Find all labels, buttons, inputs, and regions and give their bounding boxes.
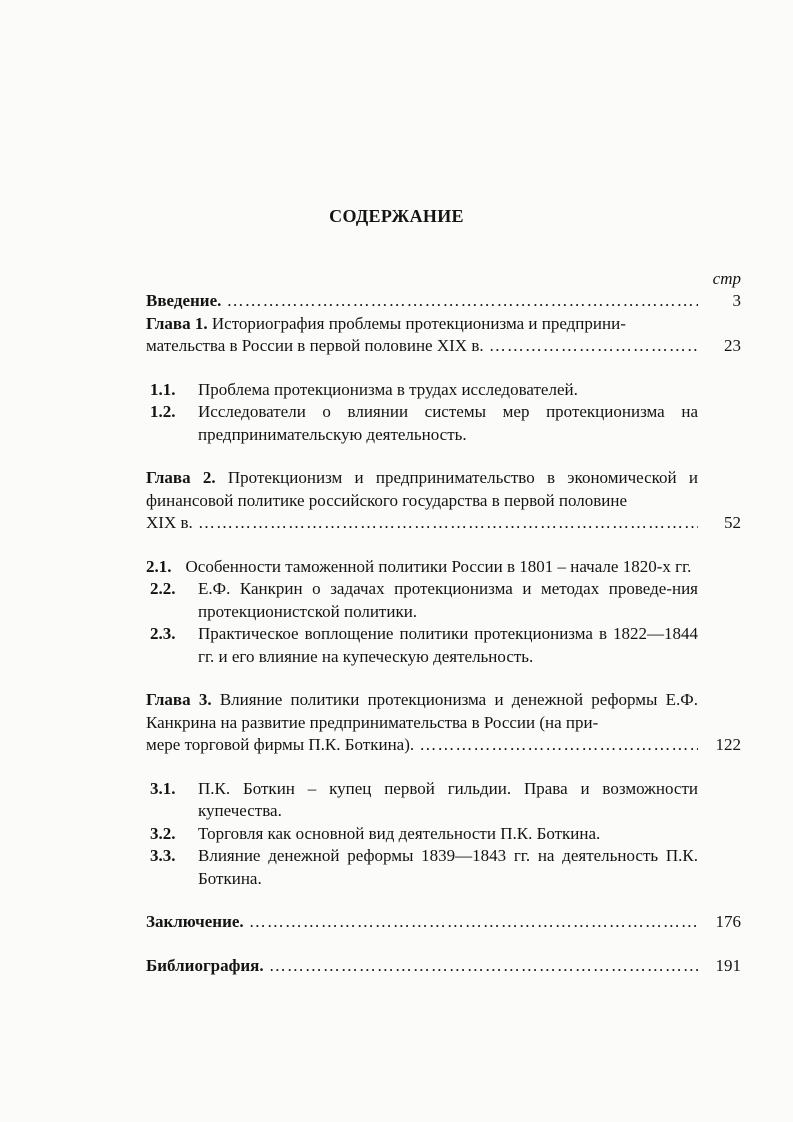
subentry-number: 3.1. — [150, 778, 176, 798]
page-number: 176 — [715, 912, 741, 931]
entry-label: Введение. — [146, 291, 222, 310]
subentry-number: 1.2. — [150, 402, 176, 421]
entry-label: Заключение. — [146, 912, 244, 931]
subentry-text: Исследователи о влиянии системы мер протекционизма на предпринимательскую деятельность. — [198, 402, 698, 444]
subentry-number: 3.2. — [150, 823, 176, 843]
subentry-number: 2.3. — [150, 624, 176, 643]
entry-label: Глава 3. — [146, 690, 212, 709]
page-title: СОДЕРЖАНИЕ — [329, 206, 464, 226]
entry-label: Глава 2. — [146, 468, 216, 487]
subentry-text: П.К. Боткин – купец первой гильдии. Права и возможности купечества. — [198, 778, 698, 820]
table-of-contents — [146, 268, 741, 977]
toc-entry-bibliography — [146, 955, 741, 978]
subentry-number: 1.1. — [150, 379, 176, 399]
toc-entry-conclusion — [146, 911, 741, 934]
subentry-text: Е.Ф. Канкрин о задачах протекционизма и методах проведе-ния протекционистской политики. — [198, 579, 698, 621]
subentry-text: Практическое воплощение политики протекционизма в 1822—1844 гг. и его влияние на купеческую деятельность. — [198, 624, 698, 666]
toc-entry-intro — [146, 290, 741, 313]
subentry-text: Проблема протекционизма в трудах исследователей. — [198, 379, 578, 399]
subentry-text: Торговля как основной вид деятельности П.К. Боткина. — [198, 823, 601, 843]
toc-subentry — [146, 623, 698, 668]
toc-subentry — [146, 401, 698, 446]
subentry-number: 2.2. — [150, 579, 176, 598]
entry-text-last: мере торговой фирмы П.К. Боткина). — [146, 735, 415, 754]
entry-text: Влияние политики протекционизма и денежной реформы Е.Ф. Канкрина на развитие предпринимательства в России (на при- — [146, 690, 698, 732]
subentry-number: 3.3. — [150, 846, 176, 865]
page-number: 52 — [724, 513, 741, 532]
toc-entry-chapter-2 — [146, 467, 741, 535]
toc-subentry — [146, 379, 698, 402]
subentry-text: Особенности таможенной политики России в 1801 – начале 1820-х гг. — [185, 556, 692, 576]
entry-label: Библиография. — [146, 955, 264, 975]
toc-subentry — [146, 823, 698, 846]
page-number: 3 — [732, 291, 741, 310]
entry-text-last: XIX в. — [146, 513, 193, 532]
toc-subentry — [146, 556, 698, 579]
toc-subentry — [146, 578, 698, 623]
page-number: 23 — [724, 336, 741, 355]
entry-text-last: мательства в России в первой половине XIX в. — [146, 336, 484, 355]
toc-entry-chapter-1 — [146, 313, 741, 358]
entry-label: Глава 1. — [146, 313, 208, 333]
toc-subentry — [146, 778, 698, 823]
entry-text: Протекционизм и предпринимательство в экономической и финансовой политике российского государства в первой половине — [146, 468, 698, 510]
page-number: 191 — [715, 955, 741, 975]
subentry-number: 2.1. — [146, 556, 172, 576]
toc-entry-chapter-3 — [146, 689, 741, 757]
page-column-label: стр — [712, 269, 741, 288]
subentry-text: Влияние денежной реформы 1839—1843 гг. на деятельность П.К. Боткина. — [198, 846, 698, 888]
entry-text: Историография проблемы протекционизма и предприни- — [211, 313, 626, 333]
toc-subentry — [146, 845, 698, 890]
page-number: 122 — [715, 735, 741, 754]
